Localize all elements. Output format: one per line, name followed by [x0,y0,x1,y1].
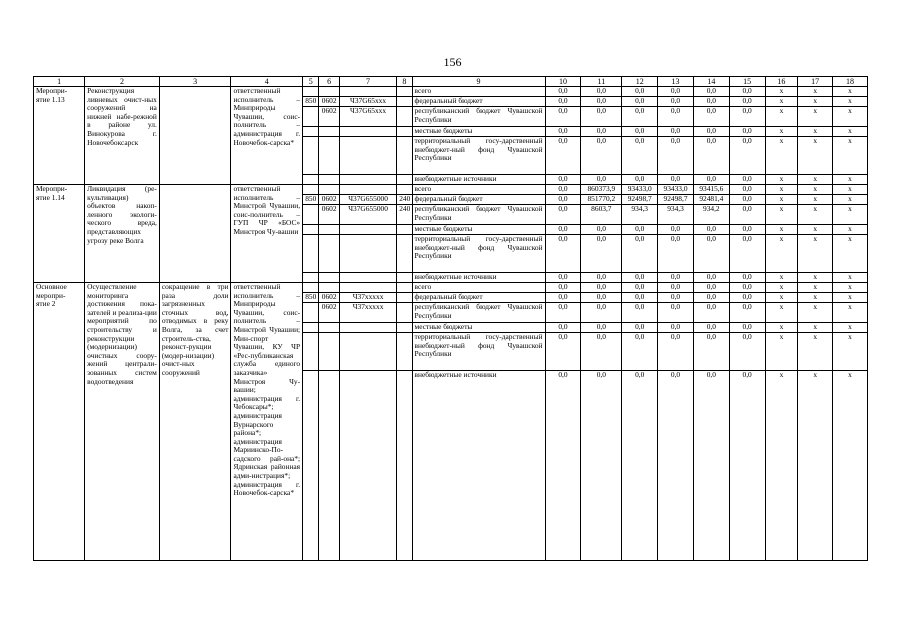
cell-amount: 0,0 [581,127,622,137]
column-number: 6 [319,77,339,87]
executor-cell: ответственный исполнитель – Минприроды Чувашии, соис-полнитель – Минстрой Чувашии; Мин-спорт Чувашии, КУ ЧР «Рес-публиканская служба единого заказчика» Минстроя Чу-вашии; администрация г. Чебоксары*; администрация Вурнарского района*; администрация Мариинско-По-садского рай-она*; Ядринская районная адми-нистрация*; администрация г. Новочебок-сарска* [231,283,303,561]
cell-amount: 934,2 [693,205,729,225]
cell-amount: x [798,225,833,235]
cell-amount: 0,0 [729,333,765,371]
cell-amount: 0,0 [658,283,694,293]
cell-amount: 0,0 [581,333,622,371]
cell-amount: 0,0 [658,175,694,185]
cell-amount: 0,0 [658,303,694,323]
cell-expense-type [397,97,412,107]
cell-funding-source: республиканский бюджет Чувашской Республики [412,107,545,127]
cell-section [319,333,339,371]
cell-grbs [303,333,319,371]
cell-amount: 0,0 [581,107,622,127]
cell-amount: 0,0 [693,97,729,107]
cell-grbs [303,273,319,283]
cell-expense-type [397,273,412,283]
cell-amount: 0,0 [693,87,729,97]
column-number: 5 [303,77,319,87]
event-id-cell: Меропри- ятие 1.13 [34,87,85,185]
cell-amount: x [798,235,833,273]
cell-amount: 0,0 [622,273,658,283]
cell-amount: 0,0 [545,137,581,175]
cell-funding-source: федеральный бюджет [412,293,545,303]
cell-amount: x [765,107,798,127]
cell-amount: 0,0 [622,283,658,293]
cell-amount: x [833,225,868,235]
cell-amount: x [798,127,833,137]
cell-amount: 0,0 [658,225,694,235]
cell-amount: x [833,137,868,175]
cell-funding-source: местные бюджеты [412,225,545,235]
event-id-cell: Меропри- ятие 1.14 [34,185,85,283]
cell-amount: x [765,137,798,175]
cell-target-article [339,137,396,175]
cell-amount: x [765,323,798,333]
expected-result-cell: сокращение в три раза доли загрязненных сточных вод, отводимых в реку Волга, за счет строитель-ства, реконст-рукции (модер-низации) очист-ных сооружений [159,283,231,561]
cell-amount: x [798,205,833,225]
cell-amount: 0,0 [658,333,694,371]
cell-amount: 93433,0 [622,185,658,195]
cell-expense-type [397,87,412,97]
cell-amount: 92498,7 [658,195,694,205]
cell-amount: x [765,225,798,235]
cell-amount: 0,0 [622,333,658,371]
cell-amount: 851770,2 [581,195,622,205]
cell-amount: 0,0 [545,127,581,137]
cell-target-article [339,273,396,283]
cell-amount: 0,0 [693,333,729,371]
cell-amount: x [833,323,868,333]
cell-amount: 934,3 [658,205,694,225]
cell-grbs [303,303,319,323]
cell-amount: 0,0 [693,235,729,273]
cell-amount: x [765,205,798,225]
cell-section [319,273,339,283]
event-name-cell: Ликвидация (ре-культивация) объектов накоп-ленного экологи-ческого вреда, представляющих угрозу реке Волга [85,185,160,283]
cell-amount: x [765,127,798,137]
cell-amount: 0,0 [545,97,581,107]
cell-amount: 0,0 [545,225,581,235]
cell-amount: x [798,323,833,333]
cell-expense-type [397,127,412,137]
cell-target-article [339,283,396,293]
cell-grbs [303,107,319,127]
cell-amount: x [765,97,798,107]
cell-amount: 0,0 [729,137,765,175]
cell-amount: 0,0 [729,293,765,303]
cell-amount: 0,0 [658,235,694,273]
cell-amount: 0,0 [581,97,622,107]
cell-amount: 0,0 [658,87,694,97]
cell-amount: x [833,371,868,561]
expected-result-cell [159,87,231,185]
table-row [34,87,868,97]
cell-amount: x [833,235,868,273]
cell-funding-source: всего [412,185,545,195]
cell-amount: 0,0 [729,303,765,323]
cell-amount: 0,0 [729,371,765,561]
cell-amount: 0,0 [693,107,729,127]
cell-amount: x [833,273,868,283]
column-number: 4 [231,77,303,87]
cell-amount: 0,0 [622,127,658,137]
cell-funding-source: местные бюджеты [412,127,545,137]
cell-amount: 0,0 [729,323,765,333]
cell-amount: x [765,273,798,283]
cell-amount: 0,0 [545,195,581,205]
cell-amount: 8603,7 [581,205,622,225]
cell-expense-type [397,283,412,293]
cell-amount: 0,0 [729,87,765,97]
cell-amount: x [765,175,798,185]
cell-section: 0602 [319,97,339,107]
cell-amount: x [798,97,833,107]
cell-grbs [303,137,319,175]
cell-funding-source: местные бюджеты [412,323,545,333]
event-name-cell: Реконструкция ливневых очист-ных сооружений на нижней набе-режной в районе ул. Винокурова г. Новочебоксарск [85,87,160,185]
column-number: 14 [693,77,729,87]
cell-grbs [303,205,319,225]
cell-section [319,175,339,185]
cell-amount: 0,0 [622,293,658,303]
cell-amount: 0,0 [729,185,765,195]
cell-expense-type: 240 [397,205,412,225]
cell-target-article [339,235,396,273]
cell-amount: 0,0 [581,323,622,333]
cell-target-article: Ч37G65ххх [339,97,396,107]
cell-section: 0602 [319,293,339,303]
cell-expense-type [397,333,412,371]
cell-amount: 0,0 [581,283,622,293]
executor-cell: ответственный исполнитель – Минстрой Чувашии, соис-полнитель – ГУП ЧР «БОС» Минстроя Чу-вашии [231,185,303,283]
cell-amount: x [765,303,798,323]
cell-amount: 92498,7 [622,195,658,205]
cell-amount: 0,0 [622,225,658,235]
cell-expense-type [397,235,412,273]
cell-amount: 0,0 [658,371,694,561]
cell-amount: 0,0 [545,293,581,303]
cell-target-article [339,127,396,137]
cell-target-article [339,87,396,97]
column-number-row [34,77,868,87]
cell-amount: 0,0 [729,175,765,185]
event-id-cell: Основное меропри- ятие 2 [34,283,85,561]
cell-grbs [303,185,319,195]
cell-grbs: 850 [303,97,319,107]
cell-amount: x [833,205,868,225]
cell-amount: 0,0 [729,107,765,127]
cell-grbs [303,235,319,273]
cell-section [319,323,339,333]
cell-amount: x [798,293,833,303]
cell-expense-type [397,303,412,323]
cell-funding-source: федеральный бюджет [412,195,545,205]
cell-expense-type: 240 [397,195,412,205]
cell-amount: 0,0 [581,303,622,323]
column-number: 12 [622,77,658,87]
cell-grbs [303,283,319,293]
column-number: 11 [581,77,622,87]
cell-amount: 0,0 [581,87,622,97]
cell-amount: 0,0 [693,293,729,303]
cell-amount: 0,0 [545,87,581,97]
cell-funding-source: внебюджетные источники [412,371,545,561]
cell-amount: 0,0 [693,225,729,235]
cell-funding-source: территориальный госу-дарственный внебюджет-ный фонд Чувашской Республики [412,235,545,273]
cell-amount: 0,0 [581,371,622,561]
cell-amount: 0,0 [545,283,581,293]
cell-amount: 0,0 [658,127,694,137]
cell-grbs [303,127,319,137]
cell-section [319,185,339,195]
cell-funding-source: республиканский бюджет Чувашской Республики [412,303,545,323]
cell-target-article: Ч37G65ххх [339,107,396,127]
cell-section [319,225,339,235]
cell-amount: 0,0 [622,175,658,185]
cell-grbs: 850 [303,195,319,205]
cell-amount: x [798,283,833,293]
cell-amount: x [833,195,868,205]
cell-amount: 934,3 [622,205,658,225]
cell-amount: 93433,0 [658,185,694,195]
column-number: 10 [545,77,581,87]
cell-amount: x [833,333,868,371]
cell-expense-type [397,137,412,175]
cell-amount: 0,0 [545,333,581,371]
expected-result-cell [159,185,231,283]
cell-amount: 860373,9 [581,185,622,195]
cell-amount: 0,0 [729,235,765,273]
cell-amount: x [798,107,833,127]
table-body [34,77,868,561]
cell-amount: 0,0 [729,225,765,235]
cell-amount: 0,0 [693,137,729,175]
cell-amount: 0,0 [693,303,729,323]
column-number: 17 [798,77,833,87]
cell-amount: 0,0 [581,293,622,303]
cell-expense-type [397,293,412,303]
cell-expense-type [397,185,412,195]
cell-amount: 0,0 [581,137,622,175]
cell-amount: x [765,195,798,205]
cell-amount: x [798,185,833,195]
cell-amount: 0,0 [581,175,622,185]
cell-expense-type [397,107,412,127]
cell-section [319,137,339,175]
cell-amount: x [833,303,868,323]
cell-amount: 0,0 [693,273,729,283]
cell-amount: 0,0 [729,273,765,283]
cell-grbs [303,175,319,185]
cell-section: 0602 [319,303,339,323]
cell-funding-source: всего [412,87,545,97]
cell-section: 0602 [319,205,339,225]
cell-target-article: Ч37G655000 [339,195,396,205]
cell-amount: x [798,137,833,175]
cell-expense-type [397,323,412,333]
cell-amount: x [798,195,833,205]
cell-target-article: Ч37ххххх [339,303,396,323]
page-number: 156 [443,55,462,69]
cell-amount: 0,0 [693,175,729,185]
cell-section [319,87,339,97]
cell-amount: 0,0 [622,303,658,323]
cell-amount: 0,0 [545,235,581,273]
cell-amount: 0,0 [658,137,694,175]
cell-amount: 0,0 [622,323,658,333]
cell-amount: 0,0 [729,283,765,293]
column-number: 1 [34,77,85,87]
cell-grbs [303,323,319,333]
cell-amount: x [798,303,833,323]
column-number: 7 [339,77,396,87]
cell-amount: 0,0 [545,303,581,323]
cell-amount: 92481,4 [693,195,729,205]
cell-section [319,283,339,293]
cell-expense-type [397,371,412,561]
cell-section: 0602 [319,107,339,127]
cell-section [319,371,339,561]
cell-section: 0602 [319,195,339,205]
cell-amount: 0,0 [545,185,581,195]
cell-amount: 0,0 [545,273,581,283]
cell-amount: 0,0 [693,283,729,293]
cell-amount: x [798,333,833,371]
cell-amount: 0,0 [658,97,694,107]
cell-amount: 0,0 [545,175,581,185]
cell-amount: 0,0 [729,195,765,205]
cell-amount: 0,0 [581,273,622,283]
cell-amount: x [765,87,798,97]
cell-target-article [339,225,396,235]
table-row [34,283,868,293]
cell-amount: x [833,107,868,127]
cell-target-article [339,175,396,185]
cell-amount: 0,0 [545,107,581,127]
column-number: 13 [658,77,694,87]
cell-funding-source: федеральный бюджет [412,97,545,107]
cell-amount: x [765,185,798,195]
cell-amount: 0,0 [545,205,581,225]
column-number: 3 [159,77,231,87]
cell-funding-source: территориальный госу-дарственный внебюджет-ный фонд Чувашской Республики [412,333,545,371]
cell-target-article [339,323,396,333]
budget-table [33,76,868,561]
cell-amount: 0,0 [729,97,765,107]
cell-funding-source: внебюджетные источники [412,273,545,283]
cell-amount: 0,0 [622,87,658,97]
cell-amount: x [798,371,833,561]
cell-amount: 0,0 [729,205,765,225]
column-number: 9 [412,77,545,87]
cell-expense-type [397,175,412,185]
cell-amount: 0,0 [693,323,729,333]
cell-amount: x [833,283,868,293]
cell-amount: 0,0 [658,107,694,127]
cell-amount: x [798,87,833,97]
cell-amount: 0,0 [545,323,581,333]
cell-expense-type [397,225,412,235]
cell-amount: x [765,371,798,561]
cell-grbs [303,225,319,235]
cell-amount: 93415,6 [693,185,729,195]
cell-amount: x [833,97,868,107]
cell-target-article [339,333,396,371]
cell-grbs [303,87,319,97]
cell-target-article: Ч37ххххх [339,293,396,303]
column-number: 18 [833,77,868,87]
cell-amount: 0,0 [693,127,729,137]
cell-amount: x [765,333,798,371]
cell-target-article: Ч37G655000 [339,205,396,225]
cell-section [319,127,339,137]
cell-amount: 0,0 [581,235,622,273]
cell-amount: x [833,185,868,195]
column-number: 8 [397,77,412,87]
cell-amount: x [833,127,868,137]
cell-amount: 0,0 [622,137,658,175]
cell-amount: 0,0 [581,225,622,235]
cell-amount: 0,0 [622,107,658,127]
cell-amount: x [798,273,833,283]
cell-amount: x [765,283,798,293]
cell-grbs: 850 [303,293,319,303]
cell-amount: 0,0 [729,127,765,137]
cell-amount: x [833,293,868,303]
cell-section [319,235,339,273]
cell-amount: 0,0 [658,273,694,283]
cell-amount: 0,0 [622,235,658,273]
cell-amount: 0,0 [545,371,581,561]
cell-funding-source: республиканский бюджет Чувашской Республики [412,205,545,225]
table-row [34,185,868,195]
column-number: 16 [765,77,798,87]
event-name-cell: Осуществление мониторинга достижения пока-зателей и реализа-ции мероприятий по строительству и реконструкции (модернизации) очистных соору-жений централи-зованных систем водоотведения [85,283,160,561]
column-number: 2 [85,77,160,87]
cell-amount: x [765,293,798,303]
cell-amount: 0,0 [622,97,658,107]
cell-amount: x [833,175,868,185]
executor-cell: ответственный исполнитель – Минприроды Чувашии, соис-полнитель – администрация г. Новочебок-сарска* [231,87,303,185]
cell-funding-source: территориальный госу-дарственный внебюджет-ный фонд Чувашской Республики [412,137,545,175]
cell-funding-source: всего [412,283,545,293]
cell-amount: 0,0 [622,371,658,561]
cell-amount: 0,0 [658,323,694,333]
cell-funding-source: внебюджетные источники [412,175,545,185]
cell-target-article [339,371,396,561]
cell-amount: x [798,175,833,185]
cell-grbs [303,371,319,561]
cell-target-article [339,185,396,195]
cell-amount: x [833,87,868,97]
column-number: 15 [729,77,765,87]
cell-amount: 0,0 [693,371,729,561]
cell-amount: x [765,235,798,273]
cell-amount: 0,0 [658,293,694,303]
